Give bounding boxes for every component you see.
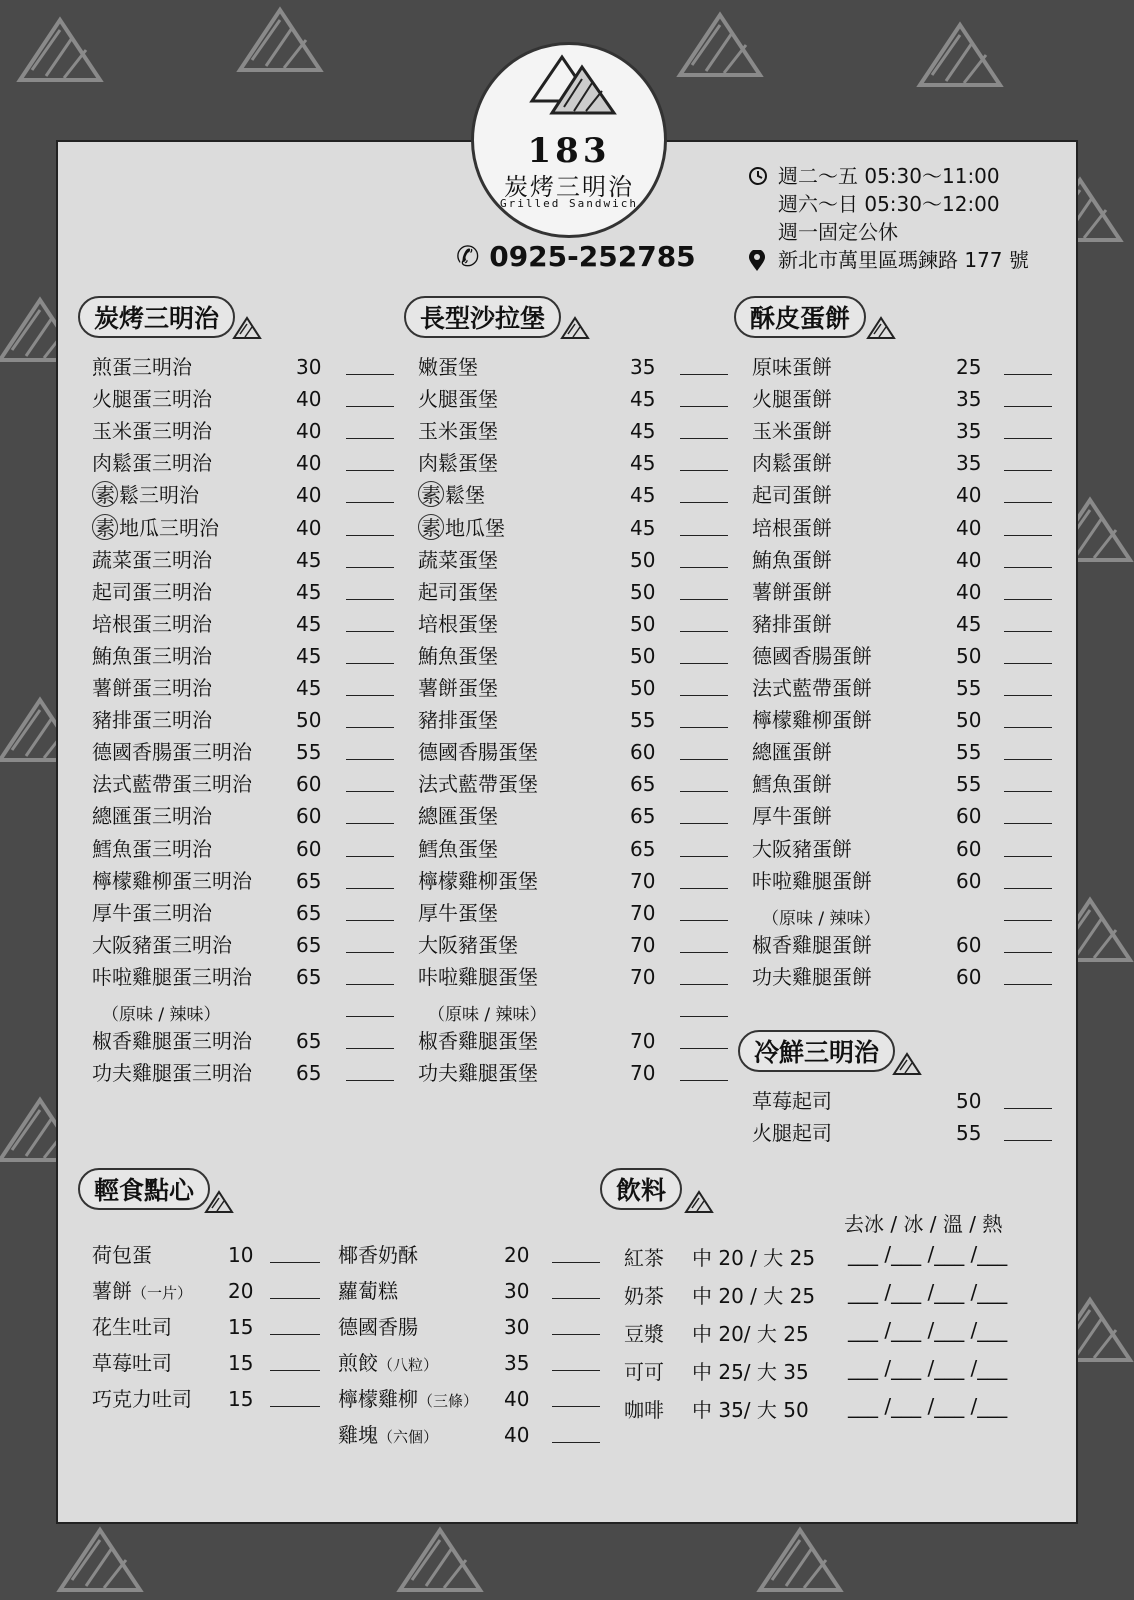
snack-item-name: 椰香奶酥 (338, 1243, 418, 1267)
sandwich-item-price: 60 (296, 804, 322, 829)
sandwich-item-price: 55 (296, 740, 322, 765)
burger-item-name: 鮪魚蛋堡 (418, 643, 498, 668)
pancake-order-line (1004, 920, 1052, 921)
sandwich-item-price: 45 (296, 611, 322, 636)
burger-order-line (680, 984, 728, 985)
pancake-item-price: 40 (956, 483, 982, 508)
drink-temp-slots: ___ /___ /___ /___ (848, 1242, 1008, 1266)
pancake-item-name: 厚牛蛋餅 (752, 804, 832, 829)
snack-item-price: 15 (228, 1351, 254, 1375)
cold-order-line (1004, 1108, 1052, 1109)
sandwich-order-line (346, 599, 394, 600)
pancake-order-line (1004, 502, 1052, 503)
burger-item-name: 大阪豬蛋堡 (418, 932, 518, 957)
burger-item-price: 65 (630, 772, 656, 797)
sandwich-order-line (346, 952, 394, 953)
cold-item-name: 草莓起司 (752, 1089, 832, 1113)
sandwich-item-price: 65 (296, 1061, 322, 1086)
sandwich-item-name: 椒香雞腿蛋三明治 (92, 1029, 252, 1054)
pancake-item-name: 鮪魚蛋餅 (752, 547, 832, 572)
sandwich-order-line (346, 567, 394, 568)
burger-order-line (680, 1048, 728, 1049)
pancake-item-name: 咔啦雞腿蛋餅 (752, 868, 872, 893)
clock-icon (748, 166, 768, 186)
cold-order-line (1004, 1140, 1052, 1141)
drink-name: 可可 (624, 1360, 664, 1384)
drink-size-price: 中 20 / 大 25 (692, 1246, 816, 1270)
brand-logo (471, 42, 667, 238)
sandwich-order-line (346, 984, 394, 985)
burger-order-line (680, 920, 728, 921)
burger-order-line (680, 663, 728, 664)
cold-item-price: 55 (956, 1121, 982, 1145)
sandwich-icon (204, 1190, 234, 1216)
snack-item-price: 20 (228, 1279, 254, 1303)
burger-item-name: 素 地瓜堡 (418, 513, 505, 543)
section-header-snacks: 輕食點心 (78, 1168, 210, 1210)
pancake-order-line (1004, 952, 1052, 953)
sandwich-item-price: 40 (296, 419, 322, 444)
pancake-item-name: 德國香腸蛋餅 (752, 643, 872, 668)
pancake-order-line (1004, 888, 1052, 889)
pancake-item-name: 玉米蛋餅 (752, 419, 832, 444)
sandwich-item-name: 大阪豬蛋三明治 (92, 932, 232, 957)
burger-item-price: 65 (630, 804, 656, 829)
pancake-order-line (1004, 406, 1052, 407)
brand-number: 183 (527, 131, 611, 171)
burger-item-price: 50 (630, 676, 656, 700)
burger-order-line (680, 695, 728, 696)
burger-item-name: 薯餅蛋堡 (418, 676, 498, 700)
sandwich-icon (232, 316, 262, 342)
burger-order-line (680, 791, 728, 792)
location-pin-icon (748, 250, 766, 272)
sandwich-order-line (346, 888, 394, 889)
cold-item-name: 火腿起司 (752, 1121, 832, 1145)
snack-item-price: 15 (228, 1315, 254, 1339)
burger-item-name: 培根蛋堡 (418, 611, 498, 636)
sandwich-order-line (346, 1048, 394, 1049)
portion-note: （三條） (418, 1392, 479, 1410)
sandwich-item-price: 40 (296, 515, 322, 540)
sandwich-item-price: 65 (296, 900, 322, 925)
sandwich-order-line (346, 791, 394, 792)
drink-size-price: 中 35/ 大 50 (692, 1398, 809, 1422)
burger-item-name: 肉鬆蛋堡 (418, 451, 498, 476)
portion-note: （一片） (132, 1284, 193, 1302)
pancake-order-line (1004, 759, 1052, 760)
sandwich-order-line (346, 1080, 394, 1081)
hours-weekend: 週六～日 05:30～12:00 (778, 192, 1000, 216)
section-header-burger: 長型沙拉堡 (404, 296, 561, 338)
sandwich-order-line (346, 535, 394, 536)
brand-tagline: Grilled Sandwich (500, 197, 638, 210)
pancake-item-price: 50 (956, 708, 982, 733)
snack-item-name: 花生吐司 (92, 1315, 172, 1339)
sandwich-icon (892, 1052, 922, 1078)
drink-name: 豆漿 (624, 1322, 664, 1346)
drink-temp-slots: ___ /___ /___ /___ (848, 1356, 1008, 1380)
burger-item-price: 70 (630, 932, 656, 957)
snack-item-price: 30 (504, 1315, 530, 1339)
sandwich-item-price: 65 (296, 932, 322, 957)
burger-item-price: 50 (630, 579, 656, 604)
pancake-order-line (1004, 567, 1052, 568)
sandwich-item-price: 65 (296, 964, 322, 989)
pancake-item-price: 50 (956, 643, 982, 668)
snack-item-name: 巧克力吐司 (92, 1387, 192, 1411)
burger-order-line (680, 952, 728, 953)
pancake-item-price: 35 (956, 387, 982, 412)
sandwich-item-name: 素 地瓜三明治 (92, 513, 219, 543)
snack-order-line (552, 1262, 600, 1263)
sandwich-order-line (346, 502, 394, 503)
section-header-sandwich: 炭烤三明治 (78, 296, 235, 338)
snack-order-line (552, 1442, 600, 1443)
sandwich-item-price: 40 (296, 483, 322, 508)
pancake-item-name: 功夫雞腿蛋餅 (752, 964, 872, 989)
sandwich-item-name: 鮪魚蛋三明治 (92, 643, 212, 668)
section-header-drinks: 飲料 (600, 1168, 682, 1210)
burger-item-name: 嫩蛋堡 (418, 355, 478, 379)
sandwich-order-line (346, 1016, 394, 1017)
pancake-order-line (1004, 438, 1052, 439)
sandwich-icon (684, 1190, 714, 1216)
sandwich-item-price: 45 (296, 579, 322, 604)
drink-size-price: 中 20/ 大 25 (692, 1322, 809, 1346)
burger-order-line (680, 759, 728, 760)
pancake-item-name: 法式藍帶蛋餅 (752, 676, 872, 700)
sandwich-item-price: 60 (296, 836, 322, 861)
burger-item-price: 70 (630, 1029, 656, 1054)
pancake-item-name: 培根蛋餅 (752, 515, 832, 540)
burger-item-name: 功夫雞腿蛋堡 (418, 1061, 538, 1086)
pancake-item-price: 60 (956, 804, 982, 829)
burger-order-line (680, 631, 728, 632)
sandwich-order-line (346, 438, 394, 439)
vegetarian-badge: 素 (92, 514, 118, 540)
pancake-order-line (1004, 727, 1052, 728)
pancake-item-name: 薯餅蛋餅 (752, 579, 832, 604)
pancake-item-price: 35 (956, 451, 982, 476)
burger-order-line (680, 502, 728, 503)
sandwich-item-name: 咔啦雞腿蛋三明治 (92, 964, 252, 989)
store-info (748, 162, 1029, 274)
sandwich-order-line (346, 695, 394, 696)
snack-item-name: 德國香腸 (338, 1315, 418, 1339)
snack-item-price: 40 (504, 1423, 530, 1447)
snack-order-line (270, 1334, 320, 1335)
sandwich-order-line (346, 470, 394, 471)
sandwich-item-name: 素 鬆三明治 (92, 480, 199, 510)
sandwich-order-line (346, 823, 394, 824)
burger-item-name: 檸檬雞柳蛋堡 (418, 868, 538, 893)
sandwich-order-line (346, 727, 394, 728)
snack-order-line (270, 1370, 320, 1371)
pancake-item-price: 25 (956, 355, 982, 379)
sandwich-item-name: 法式藍帶蛋三明治 (92, 772, 252, 797)
sandwich-item-price: 65 (296, 1029, 322, 1054)
sandwich-item-name: 薯餅蛋三明治 (92, 676, 212, 700)
vegetarian-badge: 素 (418, 514, 444, 540)
pancake-order-line (1004, 791, 1052, 792)
sandwich-item-price: 50 (296, 708, 322, 733)
pancake-order-line (1004, 984, 1052, 985)
drink-name: 咖啡 (624, 1398, 664, 1422)
snack-order-line (552, 1298, 600, 1299)
snack-item-name: 薯餅（一片） (92, 1279, 193, 1303)
portion-note: （八粒） (378, 1356, 439, 1374)
brand-name: 炭烤三明治 (504, 173, 634, 201)
burger-item-name: 咔啦雞腿蛋堡 (418, 964, 538, 989)
drink-name: 奶茶 (624, 1284, 664, 1308)
snack-item-price: 40 (504, 1387, 530, 1411)
drink-temp-slots: ___ /___ /___ /___ (848, 1280, 1008, 1304)
burger-item-price: 65 (630, 836, 656, 861)
snack-item-name: 荷包蛋 (92, 1243, 152, 1267)
snack-item-name: 雞塊（六個） (338, 1423, 439, 1447)
sandwich-icon (560, 316, 590, 342)
sandwich-order-line (346, 631, 394, 632)
burger-item-price: 45 (630, 387, 656, 412)
drink-temp-header: 去冰 / 冰 / 溫 / 熱 (844, 1212, 1003, 1236)
pancake-order-line (1004, 599, 1052, 600)
snack-item-price: 30 (504, 1279, 530, 1303)
burger-item-price: 45 (630, 419, 656, 444)
burger-item-name: 德國香腸蛋堡 (418, 740, 538, 765)
burger-order-line (680, 727, 728, 728)
snack-order-line (552, 1406, 600, 1407)
snack-item-name: 檸檬雞柳（三條） (338, 1387, 479, 1411)
pancake-item-name: 大阪豬蛋餅 (752, 836, 852, 861)
burger-item-name: 蔬菜蛋堡 (418, 547, 498, 572)
burger-variant-note: （原味 / 辣味） (428, 1005, 547, 1025)
snack-item-price: 20 (504, 1243, 530, 1267)
phone-number: 0925-252785 (489, 240, 696, 273)
snack-item-price: 15 (228, 1387, 254, 1411)
burger-item-name: 總匯蛋堡 (418, 804, 498, 829)
pancake-item-price: 45 (956, 611, 982, 636)
snack-order-line (270, 1298, 320, 1299)
burger-order-line (680, 567, 728, 568)
burger-item-name: 法式藍帶蛋堡 (418, 772, 538, 797)
burger-item-price: 50 (630, 643, 656, 668)
sandwich-order-line (346, 856, 394, 857)
sandwich-item-price: 45 (296, 643, 322, 668)
pancake-order-line (1004, 663, 1052, 664)
burger-order-line (680, 1080, 728, 1081)
burger-order-line (680, 470, 728, 471)
burger-order-line (680, 823, 728, 824)
pancake-item-price: 60 (956, 932, 982, 957)
hours-weekday: 週二～五 05:30～11:00 (778, 164, 1000, 188)
burger-order-line (680, 856, 728, 857)
snack-item-name: 煎餃（八粒） (338, 1351, 439, 1375)
pancake-item-name: 原味蛋餅 (752, 355, 832, 379)
pancake-item-name: 肉鬆蛋餅 (752, 451, 832, 476)
burger-item-name: 火腿蛋堡 (418, 387, 498, 412)
burger-order-line (680, 888, 728, 889)
sandwich-variant-note: （原味 / 辣味） (102, 1005, 221, 1025)
sandwich-item-price: 30 (296, 355, 322, 379)
pancake-order-line (1004, 823, 1052, 824)
snack-item-price: 10 (228, 1243, 254, 1267)
pancake-item-name: 總匯蛋餅 (752, 740, 832, 765)
snack-order-line (270, 1406, 320, 1407)
sandwich-order-line (346, 663, 394, 664)
pancake-item-price: 55 (956, 740, 982, 765)
sandwich-item-name: 培根蛋三明治 (92, 611, 212, 636)
pancake-variant-note: （原味 / 辣味） (762, 908, 881, 929)
burger-order-line (680, 535, 728, 536)
sandwich-item-price: 60 (296, 772, 322, 797)
pancake-item-price: 40 (956, 579, 982, 604)
pancake-item-name: 椒香雞腿蛋餅 (752, 932, 872, 957)
snack-item-name: 蘿蔔糕 (338, 1279, 398, 1303)
burger-item-name: 玉米蛋堡 (418, 419, 498, 444)
burger-item-price: 45 (630, 451, 656, 476)
burger-item-name: 素 鬆堡 (418, 480, 485, 510)
address: 新北市萬里區瑪鍊路 177 號 (778, 248, 1029, 272)
burger-order-line (680, 374, 728, 375)
vegetarian-badge: 素 (92, 481, 118, 507)
burger-order-line (680, 438, 728, 439)
cold-item-price: 50 (956, 1089, 982, 1113)
burger-item-name: 鱈魚蛋堡 (418, 836, 498, 861)
burger-item-price: 45 (630, 515, 656, 540)
snack-item-price: 35 (504, 1351, 530, 1375)
burger-item-price: 55 (630, 708, 656, 733)
sandwich-item-name: 玉米蛋三明治 (92, 419, 212, 444)
sandwich-item-name: 檸檬雞柳蛋三明治 (92, 868, 252, 893)
burger-item-name: 厚牛蛋堡 (418, 900, 498, 925)
portion-note: （六個） (378, 1428, 439, 1446)
snack-order-line (552, 1334, 600, 1335)
drink-temp-slots: ___ /___ /___ /___ (848, 1394, 1008, 1418)
vegetarian-badge: 素 (418, 481, 444, 507)
sandwich-item-price: 40 (296, 387, 322, 412)
burger-item-price: 60 (630, 740, 656, 765)
sandwich-order-line (346, 759, 394, 760)
section-header-pancake: 酥皮蛋餅 (734, 296, 866, 338)
pancake-item-name: 鱈魚蛋餅 (752, 772, 832, 797)
pancake-item-price: 60 (956, 836, 982, 861)
pancake-item-price: 60 (956, 964, 982, 989)
burger-item-price: 70 (630, 964, 656, 989)
sandwich-item-price: 40 (296, 451, 322, 476)
section-header-cold: 冷鮮三明治 (738, 1030, 895, 1072)
sandwich-item-price: 45 (296, 547, 322, 572)
phone-icon: ✆ (456, 240, 480, 273)
sandwich-icon (866, 316, 896, 342)
drink-size-price: 中 25/ 大 35 (692, 1360, 809, 1384)
drink-temp-slots: ___ /___ /___ /___ (848, 1318, 1008, 1342)
sandwich-item-name: 煎蛋三明治 (92, 355, 192, 379)
burger-order-line (680, 1016, 728, 1017)
pancake-order-line (1004, 631, 1052, 632)
burger-item-price: 70 (630, 900, 656, 925)
pancake-order-line (1004, 856, 1052, 857)
pancake-order-line (1004, 695, 1052, 696)
burger-item-price: 50 (630, 611, 656, 636)
burger-item-price: 35 (630, 355, 656, 379)
pancake-order-line (1004, 470, 1052, 471)
sandwich-item-name: 德國香腸蛋三明治 (92, 740, 252, 765)
sandwich-order-line (346, 374, 394, 375)
pancake-item-name: 起司蛋餅 (752, 483, 832, 508)
pancake-item-price: 60 (956, 868, 982, 893)
burger-order-line (680, 406, 728, 407)
pancake-item-price: 55 (956, 676, 982, 700)
sandwich-order-line (346, 920, 394, 921)
burger-item-price: 50 (630, 547, 656, 572)
burger-item-price: 70 (630, 1061, 656, 1086)
pancake-item-price: 35 (956, 419, 982, 444)
sandwich-item-name: 鱈魚蛋三明治 (92, 836, 212, 861)
sandwich-logo-icon (522, 51, 618, 131)
burger-item-name: 椒香雞腿蛋堡 (418, 1029, 538, 1054)
sandwich-item-name: 起司蛋三明治 (92, 579, 212, 604)
menu-panel (56, 140, 1078, 1524)
closed-day: 週一固定公休 (778, 220, 898, 244)
burger-item-price: 45 (630, 483, 656, 508)
sandwich-order-line (346, 406, 394, 407)
burger-item-name: 豬排蛋堡 (418, 708, 498, 733)
sandwich-item-price: 65 (296, 868, 322, 893)
sandwich-item-name: 總匯蛋三明治 (92, 804, 212, 829)
sandwich-item-name: 功夫雞腿蛋三明治 (92, 1061, 252, 1086)
pancake-item-price: 40 (956, 547, 982, 572)
burger-order-line (680, 599, 728, 600)
pancake-item-name: 檸檬雞柳蛋餅 (752, 708, 872, 733)
burger-item-name: 起司蛋堡 (418, 579, 498, 604)
sandwich-item-price: 45 (296, 676, 322, 700)
sandwich-item-name: 豬排蛋三明治 (92, 708, 212, 733)
snack-order-line (270, 1262, 320, 1263)
sandwich-item-name: 火腿蛋三明治 (92, 387, 212, 412)
pancake-item-name: 豬排蛋餅 (752, 611, 832, 636)
snack-order-line (552, 1370, 600, 1371)
pancake-order-line (1004, 535, 1052, 536)
sandwich-item-name: 蔬菜蛋三明治 (92, 547, 212, 572)
pancake-order-line (1004, 374, 1052, 375)
pancake-item-price: 40 (956, 515, 982, 540)
drink-name: 紅茶 (624, 1246, 664, 1270)
pancake-item-price: 55 (956, 772, 982, 797)
drink-size-price: 中 20 / 大 25 (692, 1284, 816, 1308)
sandwich-item-name: 肉鬆蛋三明治 (92, 451, 212, 476)
snack-item-name: 草莓吐司 (92, 1351, 172, 1375)
sandwich-item-name: 厚牛蛋三明治 (92, 900, 212, 925)
burger-item-price: 70 (630, 868, 656, 893)
pancake-item-name: 火腿蛋餅 (752, 387, 832, 412)
phone (456, 240, 696, 273)
